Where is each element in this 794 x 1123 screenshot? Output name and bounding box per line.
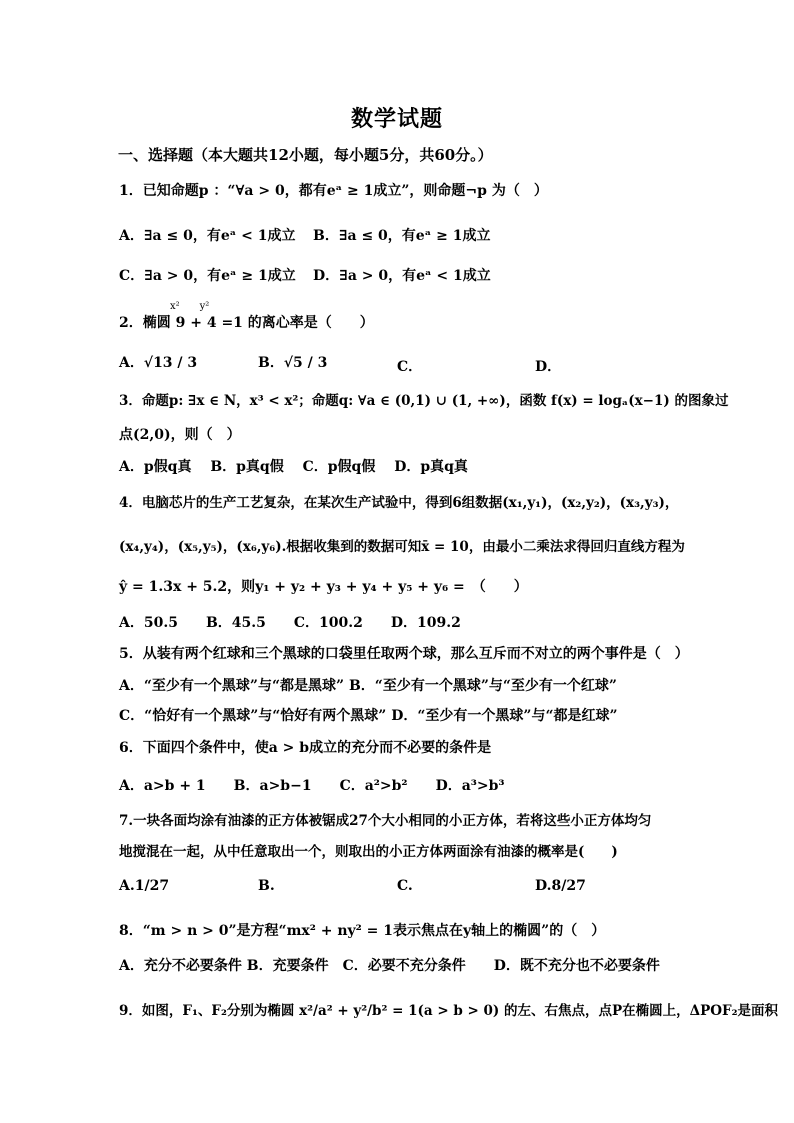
q7-option-d: D.8/27 <box>535 878 586 894</box>
q4-stem-line3: ŷ = 1.3x + 5.2，则y₁ + y₂ + y₃ + y₄ + y₅ + y₆ = （ ） <box>119 579 528 595</box>
q1-stem: 1．已知命题p ：“∀a > 0，都有eᵃ ≥ 1成立”，则命题¬p 为（ ） <box>119 183 548 199</box>
q5-options-ab: A．“至少有一个黑球”与“都是黑球” B．“至少有一个黑球”与“至少有一个红球” <box>119 678 617 694</box>
q8-stem: 8．“m > n > 0”是方程“mx² + ny² = 1表示焦点在y轴上的椭圆”的（ ） <box>119 923 606 939</box>
q6-stem: 6．下面四个条件中，使a > b成立的充分而不必要的条件是 <box>119 740 492 756</box>
q7-option-a: A.1/27 <box>119 878 170 894</box>
page-title: 数学试题 <box>350 106 443 132</box>
q2-option-b: B．√5 / 3 <box>258 355 328 371</box>
section-heading: 一、选择题（本大题共12小题，每小题5分，共60分。） <box>118 146 493 164</box>
q4-stem-line2: (x₄,y₄)，(x₅,y₅)，(x₆,y₆).根据收集到的数据可知x̄ = 10，由最小二乘法求得回归直线方程为 <box>119 539 685 555</box>
q1-option-d: D．∃a > 0，有eᵃ < 1成立 <box>313 268 491 284</box>
q7-option-b: B. <box>258 878 275 894</box>
q9-stem: 9．如图，F₁、F₂分别为椭圆 x²/a² + y²/b² = 1(a > b > 0) 的左、右焦点，点P在椭圆上，ΔPOF₂是面积 <box>119 1003 779 1019</box>
q2-option-d: D． <box>535 359 562 375</box>
q2-superscripts: x² y² <box>170 301 210 312</box>
q3-stem-line1: 3．命题p: ∃x ∈ N，x³ < x²；命题q: ∀a ∈ (0,1) ∪ (1, +∞)，函数 f(x) = logₐ(x−1) 的图象过 <box>119 393 729 409</box>
q2-option-c: C． <box>397 359 423 375</box>
q1-option-a: A．∃a ≤ 0，有eᵃ < 1成立 <box>119 228 296 244</box>
q6-options: A．a>b + 1 B．a>b−1 C．a²>b² D．a³>b³ <box>119 778 505 794</box>
q2-option-a: A．√13 / 3 <box>119 355 198 371</box>
q7-stem-line1: 7.一块各面均涂有油漆的正方体被锯成27个大小相同的小正方体，若将这些小正方体均匀 <box>119 813 652 829</box>
q1-option-c: C．∃a > 0，有eᵃ ≥ 1成立 <box>119 268 296 284</box>
q2-stem: 2．椭圆 9 + 4 =1 的离心率是（ ） <box>119 315 374 331</box>
q4-stem-line1: 4．电脑芯片的生产工艺复杂，在某次生产试验中，得到6组数据(x₁,y₁)，(x₂,y₂)，(x₃,y₃)， <box>119 495 679 511</box>
q7-option-c: C. <box>397 878 413 894</box>
q5-options-cd: C．“恰好有一个黑球”与“恰好有两个黑球” D．“至少有一个黑球”与“都是红球” <box>119 708 618 724</box>
q5-stem: 5．从装有两个红球和三个黑球的口袋里任取两个球，那么互斥而不对立的两个事件是（ ） <box>119 646 689 662</box>
q1-option-b: B．∃a ≤ 0，有eᵃ ≥ 1成立 <box>313 228 491 244</box>
q7-stem-line2: 地搅混在一起，从中任意取出一个，则取出的小正方体两面涂有油漆的概率是( ) <box>119 844 618 860</box>
q8-options: A．充分不必要条件 B．充要条件 C．必要不充分条件 D．既不充分也不必要条件 <box>119 958 660 974</box>
q4-options: A．50.5 B．45.5 C．100.2 D．109.2 <box>119 615 461 631</box>
q3-options: A．p假q真 B．p真q假 C．p假q假 D．p真q真 <box>119 459 468 475</box>
q3-stem-line2: 点(2,0)，则（ ） <box>119 427 241 443</box>
